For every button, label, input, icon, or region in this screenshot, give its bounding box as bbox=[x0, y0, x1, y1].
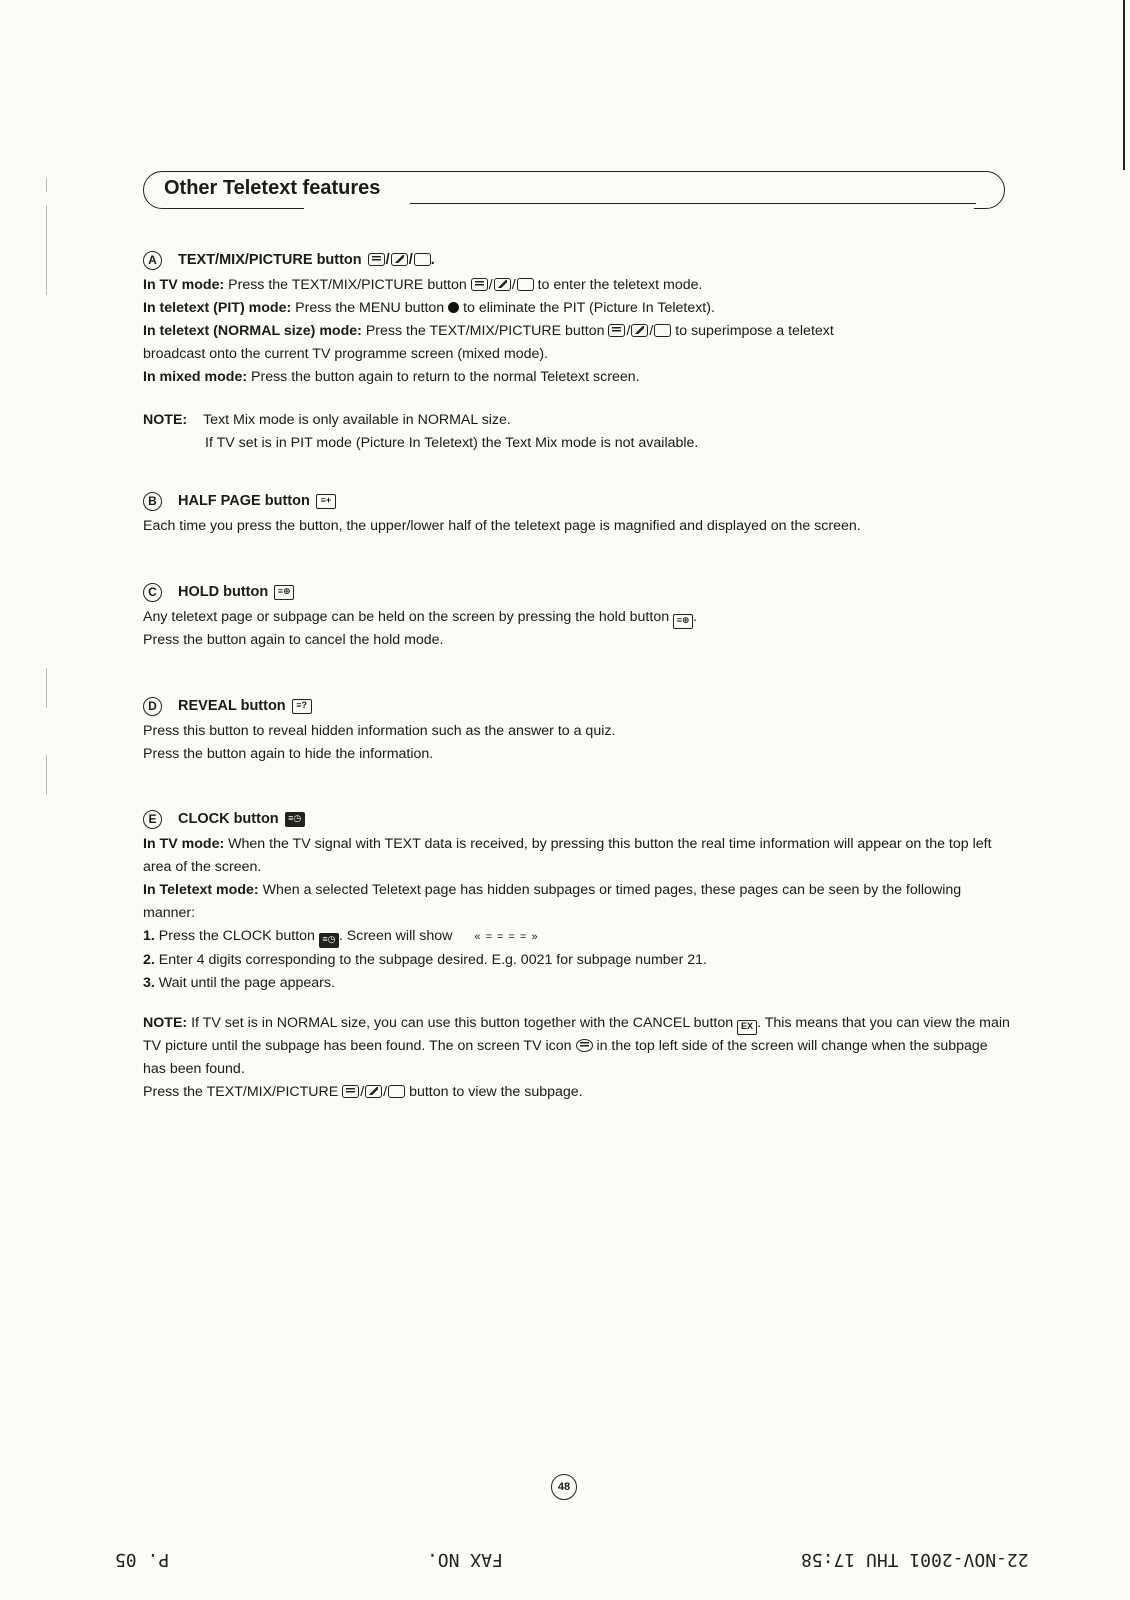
menu-dot-icon bbox=[448, 302, 459, 313]
heading-text: REVEAL button bbox=[178, 698, 286, 714]
note-line: Press the TEXT/MIX/PICTURE / / button to view the subpage. bbox=[143, 1084, 583, 1100]
clock-teletext-mode: In Teletext mode: When a selected Teletext page has hidden subpages or timed pages, these pages can be seen by the following manner: bbox=[143, 882, 962, 921]
clock-step-3: 3. Wait until the page appears. bbox=[143, 975, 335, 991]
section-clock bbox=[143, 805, 1013, 995]
section-half-page bbox=[143, 487, 1013, 538]
heading-text: HOLD button bbox=[178, 584, 269, 600]
marker-d-icon: D bbox=[143, 697, 162, 716]
page-title: Other Teletext features bbox=[164, 177, 381, 199]
tv-mode-line: In TV mode: Press the TEXT/MIX/PICTURE button / / to enter the teletext mode. bbox=[143, 277, 703, 293]
half-page-icon: ≡+ bbox=[316, 494, 336, 509]
tv-icon bbox=[576, 1039, 593, 1052]
section-reveal bbox=[143, 692, 1013, 766]
marker-e-icon: E bbox=[143, 810, 162, 829]
clock-tv-mode: In TV mode: When the TV signal with TEXT data is received, by pressing this button the real time information will appear on the top left area of the screen. bbox=[143, 836, 992, 875]
picture-icon bbox=[517, 278, 534, 291]
note-text-mix bbox=[143, 409, 1013, 455]
reveal-icon: ≡? bbox=[292, 699, 312, 714]
fax-timestamp: 22-NOV-2001 THU 17:58 bbox=[801, 1549, 1029, 1570]
section-heading bbox=[143, 578, 1013, 606]
picture-icon bbox=[654, 324, 671, 337]
mix-icon bbox=[631, 324, 648, 337]
hold-icon: ≡⊕ bbox=[274, 585, 294, 600]
reveal-line: Press the button again to hide the information. bbox=[143, 746, 434, 762]
mixed-mode-line: In mixed mode: Press the button again to return to the normal Teletext screen. bbox=[143, 369, 640, 385]
punch-mark bbox=[46, 205, 47, 295]
clock-icon: ≡◷ bbox=[319, 933, 339, 948]
note-label: NOTE: bbox=[143, 1015, 188, 1031]
page-number: 48 bbox=[551, 1474, 577, 1500]
marker-a-icon: A bbox=[143, 251, 162, 270]
hold-line: Press the button again to cancel the hold mode. bbox=[143, 632, 444, 648]
scan-edge bbox=[1123, 0, 1125, 170]
text-icon bbox=[368, 253, 385, 266]
cancel-icon: EX bbox=[737, 1020, 757, 1035]
marker-c-icon: C bbox=[143, 583, 162, 602]
heading-text: CLOCK button bbox=[178, 811, 279, 827]
section-heading bbox=[143, 805, 1013, 833]
pit-mode-line: In teletext (PIT) mode: Press the MENU button to eliminate the PIT (Picture In Teletext). bbox=[143, 300, 715, 316]
picture-icon bbox=[388, 1085, 405, 1098]
hold-icon: ≡⊕ bbox=[673, 614, 693, 629]
heading-text: HALF PAGE button bbox=[178, 493, 310, 509]
clock-step-2: 2. Enter 4 digits corresponding to the subpage desired. E.g. 0021 for subpage number 21. bbox=[143, 952, 707, 968]
normal-mode-cont: broadcast onto the current TV programme screen (mixed mode). bbox=[143, 346, 549, 362]
note-line: If TV set is in PIT mode (Picture In Teletext) the Text Mix mode is not available. bbox=[205, 435, 699, 451]
punch-mark bbox=[46, 178, 47, 192]
text-icon bbox=[342, 1085, 359, 1098]
section-heading bbox=[143, 692, 1013, 720]
punch-mark bbox=[46, 668, 47, 708]
text-mix-picture-icons: / / . bbox=[368, 246, 435, 274]
heading-text: TEXT/MIX/PICTURE button bbox=[178, 252, 362, 268]
half-page-text: Each time you press the button, the upper/lower half of the teletext page is magnified and displayed on the screen. bbox=[143, 518, 861, 534]
clock-icon: ≡◷ bbox=[285, 812, 305, 827]
reveal-line: Press this button to reveal hidden information such as the answer to a quiz. bbox=[143, 723, 616, 739]
text-icon bbox=[608, 324, 625, 337]
picture-icon bbox=[414, 253, 431, 266]
section-heading bbox=[143, 246, 1013, 274]
subpage-display: « = = = = » bbox=[474, 931, 539, 943]
text-icon bbox=[471, 278, 488, 291]
clock-step-1: 1. Press the CLOCK button ≡◷ . Screen will show « = = = = » bbox=[143, 925, 1013, 949]
normal-mode-line: In teletext (NORMAL size) mode: Press the TEXT/MIX/PICTURE button / / to superimpose a teletext bbox=[143, 323, 834, 339]
fax-number-label: FAX NO. bbox=[427, 1549, 503, 1570]
hold-line: Any teletext page or subpage can be held on the screen by pressing the hold button ≡⊕ . bbox=[143, 606, 1013, 629]
fax-page-number: P. 05 bbox=[115, 1549, 170, 1570]
marker-b-icon: B bbox=[143, 492, 162, 511]
mix-icon bbox=[391, 253, 408, 266]
section-hold bbox=[143, 578, 1013, 652]
section-heading bbox=[143, 487, 1013, 515]
note-label: NOTE: bbox=[143, 412, 188, 428]
mix-icon bbox=[365, 1085, 382, 1098]
note-clock: NOTE: If TV set is in NORMAL size, you can use this button together with the CANCEL button EX . This means that you can view the main TV picture until the subpage has been found. The on screen TV icon in the top left side of the screen will change when the subpage has been found. Press the TEXT/MIX/PICTURE / / button to view the subpage. bbox=[143, 1012, 1013, 1104]
section-text-mix-picture bbox=[143, 246, 1013, 389]
mix-icon bbox=[494, 278, 511, 291]
note-line: Text Mix mode is only available in NORMAL size. bbox=[203, 412, 511, 428]
punch-mark bbox=[46, 755, 47, 795]
